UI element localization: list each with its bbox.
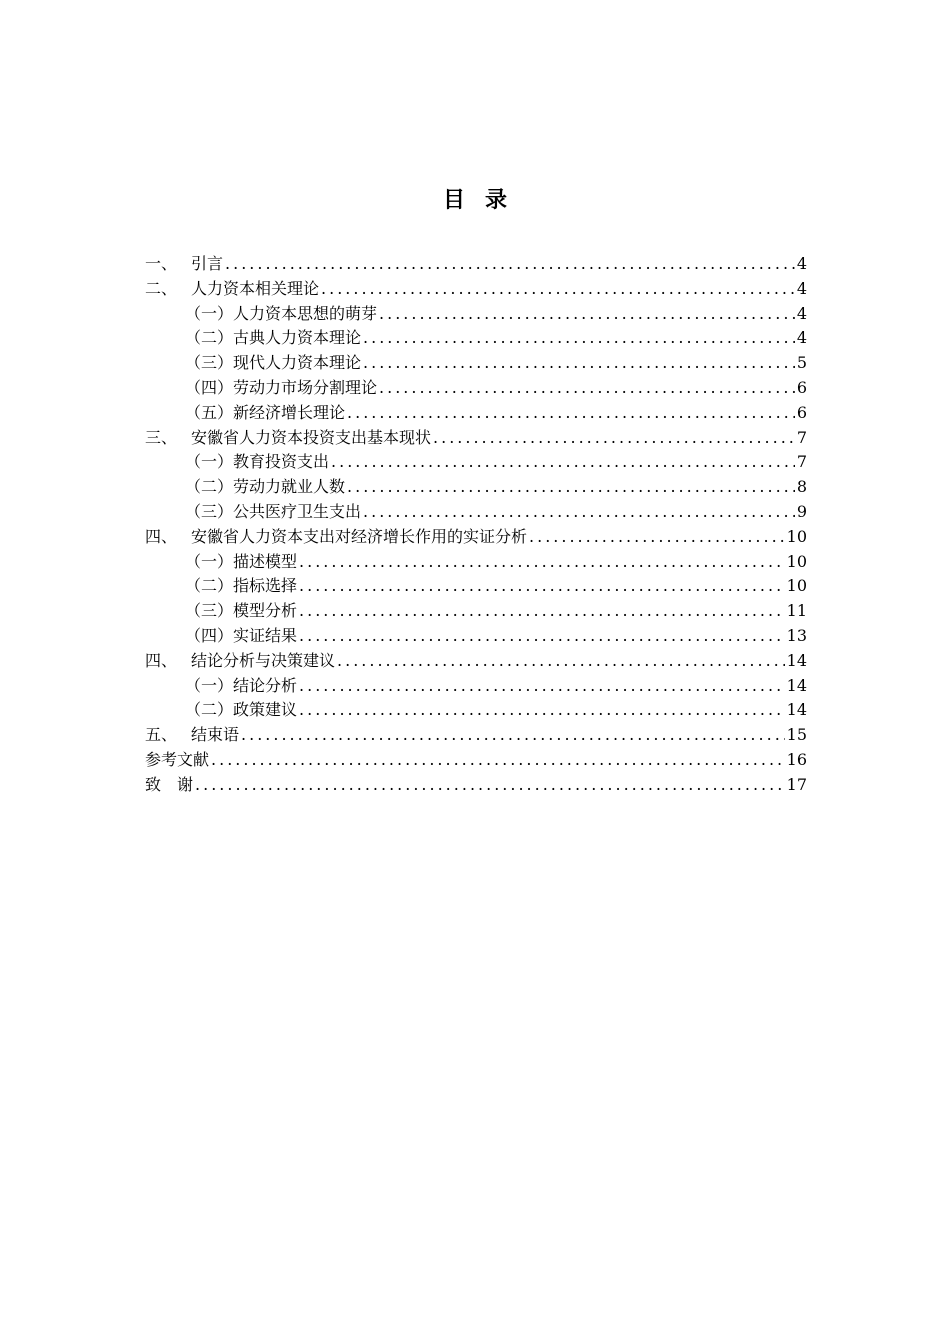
toc-entry[interactable]: [145, 475, 807, 500]
toc-entry[interactable]: [145, 450, 807, 475]
toc-entry-page-number: 10: [786, 551, 807, 571]
toc-entry-page-number: 7: [796, 427, 807, 447]
toc-entry-page-number: 8: [796, 477, 807, 497]
toc-dot-leader: [337, 649, 785, 674]
toc-entry-text: 致 谢: [145, 774, 194, 794]
toc-entry[interactable]: [145, 773, 807, 798]
toc-entry[interactable]: [145, 748, 807, 773]
toc-entry-number: 一、: [145, 254, 178, 273]
toc-dot-leader: [211, 748, 785, 773]
toc-entry-text: （二）指标选择: [185, 576, 298, 596]
toc-entry[interactable]: [145, 401, 807, 426]
toc-entry-text: （三）模型分析: [185, 601, 298, 621]
toc-entry-page-number: 16: [786, 749, 807, 769]
toc-entry-page-number: 11: [786, 601, 807, 621]
toc-entry-page-number: 10: [786, 526, 807, 546]
toc-dot-leader: [299, 599, 785, 624]
toc-entry[interactable]: [145, 550, 807, 575]
toc-entry[interactable]: [145, 574, 807, 599]
toc-dot-leader: [299, 550, 785, 575]
toc-entry-text: （一）教育投资支出: [185, 452, 330, 472]
toc-entry-page-number: 13: [786, 625, 807, 645]
toc-entry-number: 四、: [145, 526, 178, 546]
toc-dot-leader: [347, 475, 795, 500]
toc-entry[interactable]: [145, 351, 807, 376]
toc-entry-number: 三、: [145, 427, 178, 447]
toc-dot-leader: [363, 500, 795, 525]
toc-entry[interactable]: [145, 376, 807, 401]
toc-entry-text: 安徽省人力资本投资支出基本现状: [191, 427, 432, 447]
toc-title: 目录: [442, 188, 527, 213]
toc-entry-text: （二）政策建议: [185, 700, 298, 720]
toc-entry-page-number: 14: [786, 700, 807, 720]
toc-entry-number: 二、: [145, 278, 178, 298]
toc-dot-leader: [241, 723, 785, 748]
toc-entry-page-number: 4: [796, 254, 807, 273]
toc-entry-text: （二）古典人力资本理论: [185, 328, 362, 348]
toc-dot-leader: [379, 302, 795, 327]
toc-dot-leader: [299, 624, 785, 649]
toc-entry-text: （三）现代人力资本理论: [185, 353, 362, 373]
toc-entry-number: 五、: [145, 725, 178, 745]
toc-entry-number: 四、: [145, 650, 178, 670]
toc-dot-leader: [331, 450, 795, 475]
toc-entry-text: （二）劳动力就业人数: [185, 477, 346, 497]
toc-entry-text: （四）劳动力市场分割理论: [185, 377, 378, 397]
toc-dot-leader: [363, 326, 795, 351]
toc-dot-leader: [363, 351, 795, 376]
toc-entry[interactable]: [145, 599, 807, 624]
toc-entry-text: （五）新经济增长理论: [185, 402, 346, 422]
toc-entry-page-number: 9: [796, 501, 807, 521]
toc-entry-page-number: 6: [796, 402, 807, 422]
toc-entry-page-number: 15: [786, 725, 807, 745]
toc-entry-page-number: 6: [796, 377, 807, 397]
toc-dot-leader: [299, 698, 785, 723]
toc-entry-text: 人力资本相关理论: [191, 278, 320, 298]
toc-entry[interactable]: [145, 674, 807, 699]
toc-entry[interactable]: [145, 277, 807, 302]
toc-entry-page-number: 10: [786, 576, 807, 596]
toc-entry[interactable]: [145, 624, 807, 649]
toc-list: [145, 252, 807, 798]
toc-entry-page-number: 4: [796, 328, 807, 348]
toc-entry-text: （四）实证结果: [185, 625, 298, 645]
toc-entry-text: 结束语: [191, 725, 240, 745]
toc-entry-page-number: 4: [796, 278, 807, 298]
toc-entry-text: 引言: [191, 254, 224, 273]
toc-entry[interactable]: [145, 500, 807, 525]
toc-dot-leader: [299, 574, 785, 599]
toc-dot-leader: [529, 525, 785, 550]
toc-entry-page-number: 7: [796, 452, 807, 472]
toc-entry[interactable]: [145, 302, 807, 327]
toc-entry-text: （一）描述模型: [185, 551, 298, 571]
toc-entry-page-number: 17: [786, 774, 807, 794]
toc-entry-text: 结论分析与决策建议: [191, 650, 336, 670]
toc-dot-leader: [195, 773, 785, 798]
toc-entry-text: 安徽省人力资本支出对经济增长作用的实证分析: [191, 526, 528, 546]
toc-entry-page-number: 4: [796, 303, 807, 323]
toc-dot-leader: [433, 426, 795, 451]
toc-entry[interactable]: [145, 723, 807, 748]
toc-entry-text: （三）公共医疗卫生支出: [185, 501, 362, 521]
toc-entry[interactable]: [145, 525, 807, 550]
toc-entry[interactable]: [145, 326, 807, 351]
toc-dot-leader: [379, 376, 795, 401]
toc-dot-leader: [299, 674, 785, 699]
toc-entry[interactable]: [145, 649, 807, 674]
toc-entry[interactable]: [145, 698, 807, 723]
toc-entry[interactable]: [145, 426, 807, 451]
toc-entry-page-number: 14: [786, 675, 807, 695]
toc-entry-text: （一）结论分析: [185, 675, 298, 695]
toc-dot-leader: [347, 401, 795, 426]
toc-dot-leader: [321, 277, 795, 302]
toc-entry-text: 参考文献: [145, 749, 210, 769]
toc-entry-page-number: 14: [786, 650, 807, 670]
toc-entry[interactable]: [145, 252, 807, 277]
toc-entry-text: （一）人力资本思想的萌芽: [185, 303, 378, 323]
toc-dot-leader: [225, 252, 795, 277]
toc-entry-page-number: 5: [796, 353, 807, 373]
